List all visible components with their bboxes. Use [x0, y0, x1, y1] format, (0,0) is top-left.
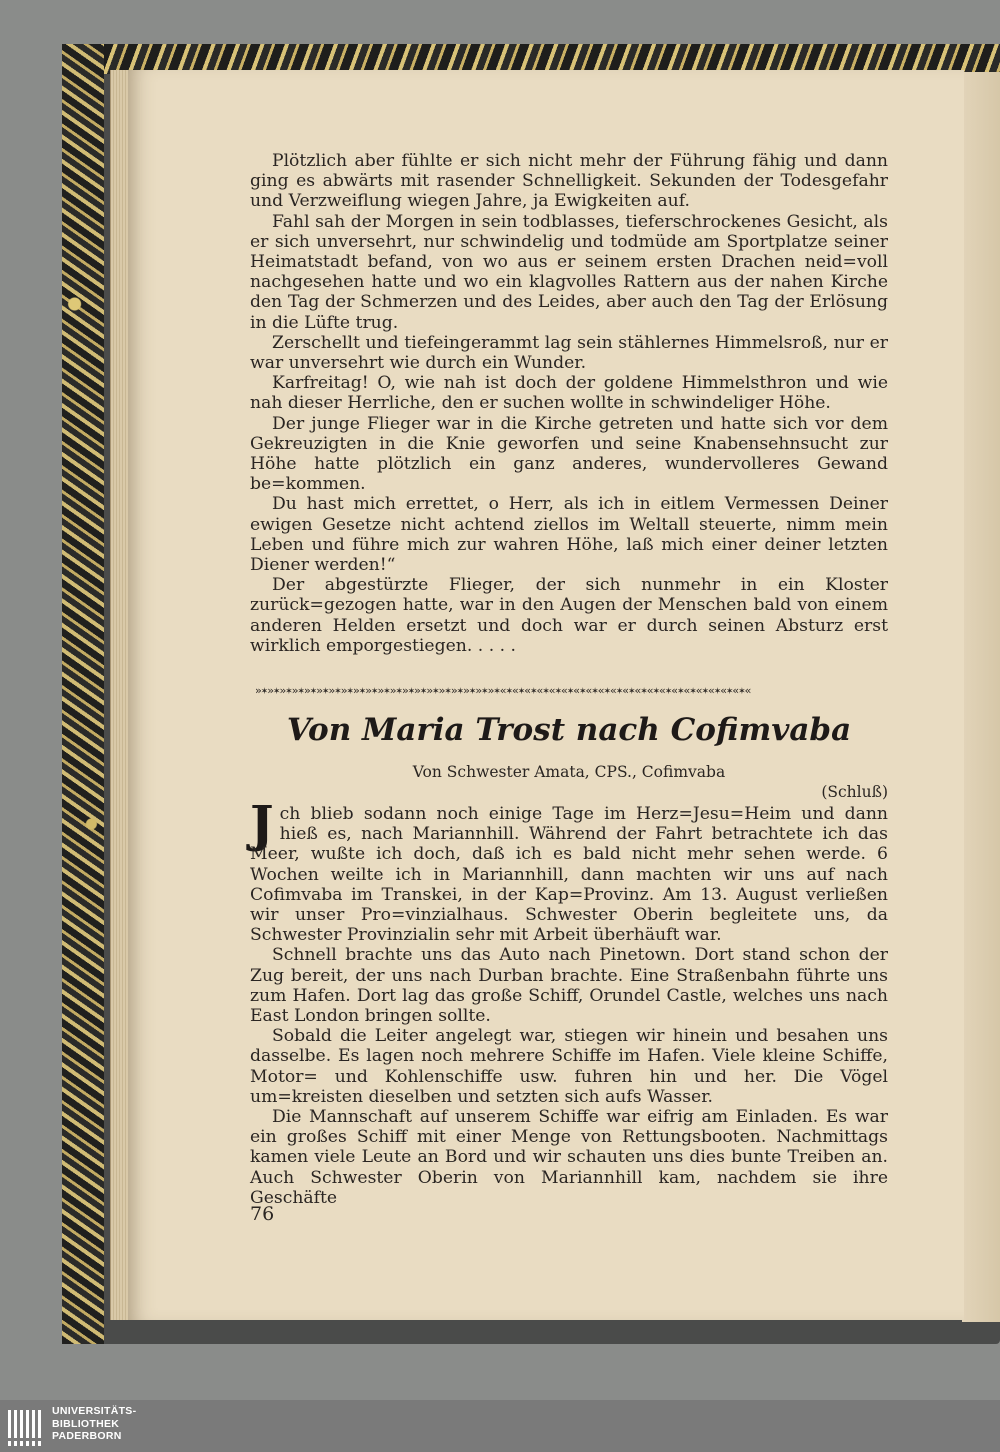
drop-cap: J [250, 794, 274, 853]
paragraph: Karfreitag! O, wie nah ist doch der goldene Himmelsthron und wie nah dieser Herrliche, den er suchen wollte in schwindeliger Höhe. [250, 373, 888, 414]
marbled-edge-left [62, 44, 104, 1344]
continuation-note: (Schluß) [821, 783, 888, 801]
first-paragraph [250, 794, 888, 946]
story-ending-text [250, 151, 888, 656]
paragraph: Plötzlich aber fühlte er sich nicht mehr der Führung fähig und dann ging es abwärts mit rasender Schnelligkeit. Sekunden der Todesgefahr und Verzweiflung wiegen Jahre, ja Ewigkeiten auf. [250, 151, 888, 212]
facing-page-edge [962, 72, 1000, 1322]
ornamental-divider: »✶»✶»✶»✶»✶»✶»✶»✶»✶»✶»✶»✶»✶»✶»✶»✶»✶»✶»✶»✶«✶«✶«✶«✶«✶«✶«✶«✶«✶«✶«✶«✶«✶«✶«✶«✶«✶«✶«✶«✶« [255, 684, 751, 697]
paragraph: Du hast mich errettet, o Herr, als ich in eitlem Vermessen Deiner ewigen Gesetze nicht achtend ziellos im Weltall steuerte, nimm mein Leben und führe mich zur wahren Höhe, laß mich einer deiner letzten Diener werden!“ [250, 494, 888, 576]
library-logo-text [52, 1405, 252, 1443]
logo-line: UNIVERSITÄTS- [52, 1405, 137, 1417]
logo-line: PADERBORN [52, 1430, 122, 1442]
page-number: 76 [250, 1203, 275, 1225]
logo-line: BIBLIOTHEK [52, 1417, 120, 1430]
paragraph: Sobald die Leiter angelegt war, stiegen wir hinein und besahen uns dasselbe. Es lagen noch mehrere Schiffe im Hafen. Viele kleine Schiffe, Motor= und Kohlenschiffe usw. fuhren hin und her. Die Vögel um=kreisten dieselben und setzten sich aufs Wasser. [250, 1026, 888, 1107]
article-title: Von Maria Trost nach Cofimvaba [286, 712, 852, 748]
paragraph: Zerschellt und tiefeingerammt lag sein stählernes Himmelsroß, nur er war unversehrt wie durch ein Wunder. [250, 332, 888, 374]
paragraph: Schnell brachte uns das Auto nach Pinetown. Dort stand schon der Zug bereit, der uns nach Durban brachte. Eine Straßenbahn führte uns zum Hafen. Dort lag das große Schiff, Orundel Castle, welches uns nach East London bringen sollte. [250, 945, 888, 1027]
first-paragraph-text: ch blieb sodann noch einige Tage im Herz=Jesu=Heim und dann hieß es, nach Mariannhill. Während der Fahrt betrachtete ich das Meer, wußte ich doch, daß ich es bald nicht mehr sehen werde. 6 Wochen weilte ich in Mariannhill, dann machten wir uns auf nach Cofimvaba im Transkei, in der Kap=Provinz. Am 13. August verließen wir unser Pro=vinzialhaus. Schwester Oberin begleitete uns, da Schwester Provinzialin sehr mit Arbeit überhäuft war. [250, 804, 888, 946]
library-footer-bar [0, 1400, 1000, 1452]
article-body [250, 794, 888, 1208]
article-byline: Von Schwester Amata, CPS., Cofimvaba [412, 763, 726, 781]
library-logo-icon [6, 1408, 46, 1448]
paragraph: Fahl sah der Morgen in sein todblasses, tieferschrockenes Gesicht, als er sich unversehrt, nur schwindelig und todmüde am Sportplatze seiner Heimatstadt befand, von wo aus er seinem ersten Drachen neid=voll nachgesehen hatte und wo ein klagvolles Rattern aus der nahen Kirche den Tag der Schmerzen und des Leides, aber auch den Tag der Erlösung in die Lüfte trug. [250, 211, 888, 333]
paragraph: Der junge Flieger war in die Kirche getreten und hatte sich vor dem Gekreuzigten in die Knie geworfen und seine Knabensehnsucht zur Höhe hatte plötzlich ein ganz anderes, wundervolleres Gewand be=kommen. [250, 413, 888, 495]
paragraph: Die Mannschaft auf unserem Schiffe war eifrig am Einladen. Es war ein großes Schiff mit einer Menge von Rettungsbooten. Nachmittags kamen viele Leute an Bord und wir schauten uns dies bunte Treiben an. Auch Schwester Oberin von Mariannhill kam, nachdem sie ihre Geschäfte [250, 1107, 888, 1208]
paragraph: Der abgestürzte Flieger, der sich nunmehr in ein Kloster zurück=gezogen hatte, war in den Augen der Menschen bald von einem anderen Helden ersetzt und doch war er durch seinen Absturz erst wirklich emporgestiegen. . . . . [250, 575, 888, 656]
